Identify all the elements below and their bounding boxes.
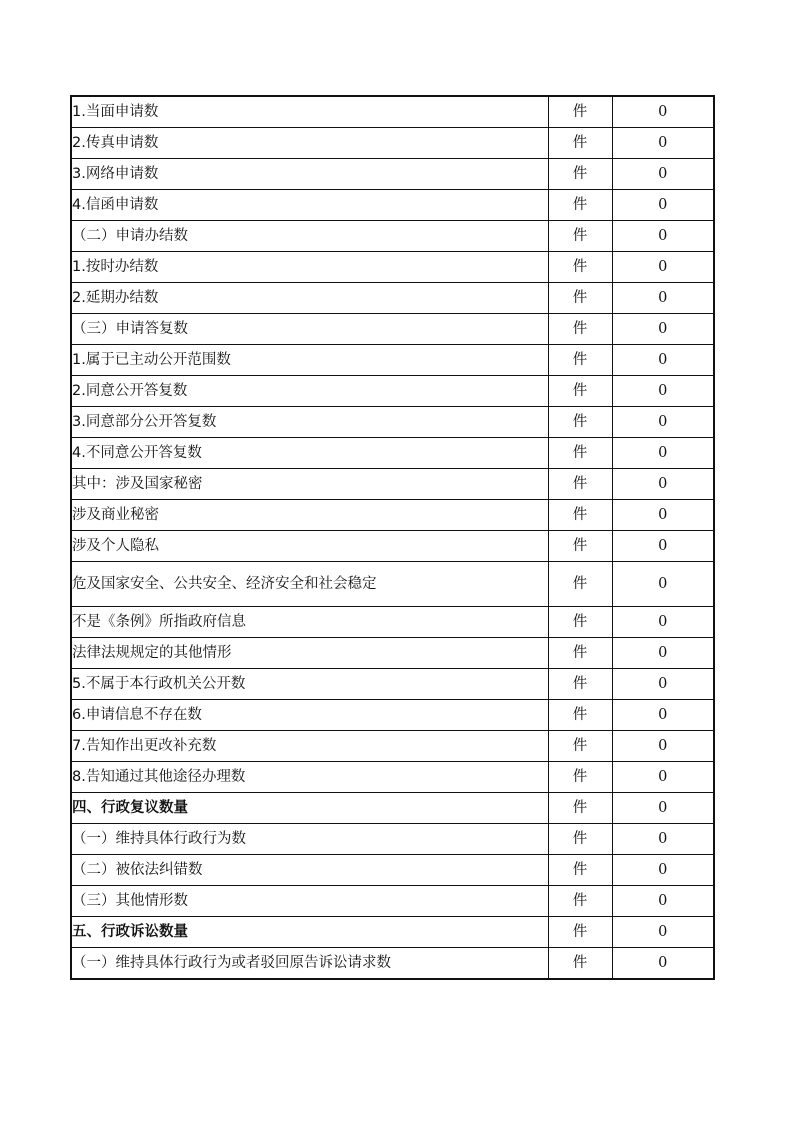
item-cell: [71, 700, 548, 731]
table-row: [71, 438, 714, 469]
item-cell: [71, 855, 548, 886]
item-cell: [71, 607, 548, 638]
item-label: 涉及商业秘密: [72, 507, 159, 523]
unit-cell: 件: [548, 824, 612, 855]
item-label: 四、行政复议数量: [72, 800, 188, 816]
item-cell: [71, 438, 548, 469]
value-cell: 0: [612, 345, 714, 376]
item-cell: [71, 314, 548, 345]
unit-cell: 件: [548, 438, 612, 469]
table-row: [71, 376, 714, 407]
unit-cell: 件: [548, 345, 612, 376]
item-cell: [71, 190, 548, 221]
item-label: 1.属于已主动公开范围数: [72, 352, 231, 368]
item-label: （二）被依法纠错数: [72, 862, 203, 878]
item-cell: [71, 283, 548, 314]
table-row: [71, 824, 714, 855]
unit-cell: 件: [548, 376, 612, 407]
unit-cell: 件: [548, 855, 612, 886]
item-cell: [71, 96, 548, 128]
unit-cell: 件: [548, 314, 612, 345]
table-row: [71, 252, 714, 283]
item-cell: [71, 562, 548, 607]
item-label: （一）维持具体行政行为数: [72, 831, 246, 847]
item-label: 2.传真申请数: [72, 135, 159, 151]
unit-cell: 件: [548, 159, 612, 190]
unit-cell: 件: [548, 96, 612, 128]
item-label: 2.同意公开答复数: [72, 383, 188, 399]
value-cell: 0: [612, 96, 714, 128]
value-cell: 0: [612, 376, 714, 407]
value-cell: 0: [612, 700, 714, 731]
table-row: [71, 314, 714, 345]
value-cell: 0: [612, 438, 714, 469]
table-row: [71, 886, 714, 917]
item-cell: [71, 531, 548, 562]
item-cell: [71, 469, 548, 500]
item-label: 8.告知通过其他途径办理数: [72, 769, 246, 785]
item-label: 4.不同意公开答复数: [72, 445, 202, 461]
table-row: [71, 407, 714, 438]
value-cell: 0: [612, 731, 714, 762]
table-row: [71, 562, 714, 607]
value-cell: 0: [612, 607, 714, 638]
item-cell: [71, 886, 548, 917]
value-cell: 0: [612, 314, 714, 345]
item-label: （三）其他情形数: [72, 893, 188, 909]
item-label: （三）申请答复数: [72, 321, 188, 337]
unit-cell: 件: [548, 283, 612, 314]
table-row: [71, 128, 714, 159]
unit-cell: 件: [548, 762, 612, 793]
table-row: [71, 283, 714, 314]
item-cell: [71, 221, 548, 252]
value-cell: 0: [612, 824, 714, 855]
value-cell: 0: [612, 886, 714, 917]
item-label: 危及国家安全、公共安全、经济安全和社会稳定: [72, 576, 377, 592]
item-cell: [71, 793, 548, 824]
table-row: [71, 762, 714, 793]
item-cell: [71, 500, 548, 531]
item-cell: [71, 345, 548, 376]
table-row: [71, 793, 714, 824]
item-label: 1.当面申请数: [72, 104, 159, 120]
value-cell: 0: [612, 407, 714, 438]
table-row: [71, 190, 714, 221]
value-cell: 0: [612, 793, 714, 824]
item-label: 不是《条例》所指政府信息: [72, 614, 246, 630]
table-row: [71, 531, 714, 562]
table-row: [71, 917, 714, 948]
value-cell: 0: [612, 669, 714, 700]
item-cell: [71, 669, 548, 700]
item-cell: [71, 128, 548, 159]
table-row: [71, 669, 714, 700]
value-cell: 0: [612, 562, 714, 607]
table-row: [71, 638, 714, 669]
unit-cell: 件: [548, 669, 612, 700]
value-cell: 0: [612, 762, 714, 793]
unit-cell: 件: [548, 731, 612, 762]
item-label: 3.同意部分公开答复数: [72, 414, 217, 430]
item-label: 法律法规规定的其他情形: [72, 645, 232, 661]
unit-cell: 件: [548, 886, 612, 917]
table-row: [71, 731, 714, 762]
unit-cell: 件: [548, 500, 612, 531]
item-label: 5.不属于本行政机关公开数: [72, 676, 246, 692]
table-row: [71, 500, 714, 531]
unit-cell: 件: [548, 221, 612, 252]
unit-cell: 件: [548, 562, 612, 607]
table-row: [71, 159, 714, 190]
item-cell: [71, 762, 548, 793]
item-cell: [71, 731, 548, 762]
item-label: 1.按时办结数: [72, 259, 159, 275]
table-row: [71, 607, 714, 638]
item-label: （二）申请办结数: [72, 228, 188, 244]
item-cell: [71, 376, 548, 407]
unit-cell: 件: [548, 948, 612, 980]
unit-cell: 件: [548, 252, 612, 283]
value-cell: 0: [612, 638, 714, 669]
unit-cell: 件: [548, 407, 612, 438]
value-cell: 0: [612, 128, 714, 159]
value-cell: 0: [612, 190, 714, 221]
item-cell: [71, 638, 548, 669]
item-label: 7.告知作出更改补充数: [72, 738, 217, 754]
item-cell: [71, 407, 548, 438]
unit-cell: 件: [548, 638, 612, 669]
unit-cell: 件: [548, 607, 612, 638]
unit-cell: 件: [548, 128, 612, 159]
statistics-table: [70, 95, 715, 980]
table-row: [71, 221, 714, 252]
unit-cell: 件: [548, 917, 612, 948]
table-row: [71, 345, 714, 376]
value-cell: 0: [612, 159, 714, 190]
unit-cell: 件: [548, 469, 612, 500]
value-cell: 0: [612, 855, 714, 886]
value-cell: 0: [612, 531, 714, 562]
item-cell: [71, 824, 548, 855]
value-cell: 0: [612, 221, 714, 252]
value-cell: 0: [612, 252, 714, 283]
item-label: 6.申请信息不存在数: [72, 707, 202, 723]
item-label: 五、行政诉讼数量: [72, 924, 188, 940]
value-cell: 0: [612, 500, 714, 531]
value-cell: 0: [612, 917, 714, 948]
value-cell: 0: [612, 469, 714, 500]
item-cell: [71, 948, 548, 980]
item-cell: [71, 252, 548, 283]
item-label: 其中：涉及国家秘密: [72, 476, 203, 492]
item-label: 涉及个人隐私: [72, 538, 159, 554]
item-label: 2.延期办结数: [72, 290, 159, 306]
statistics-table-body: [71, 96, 714, 979]
unit-cell: 件: [548, 793, 612, 824]
unit-cell: 件: [548, 700, 612, 731]
item-label: （一）维持具体行政行为或者驳回原告诉讼请求数: [72, 955, 391, 971]
item-cell: [71, 159, 548, 190]
item-label: 3.网络申请数: [72, 166, 159, 182]
value-cell: 0: [612, 948, 714, 980]
unit-cell: 件: [548, 531, 612, 562]
table-row: [71, 469, 714, 500]
value-cell: 0: [612, 283, 714, 314]
table-row: [71, 855, 714, 886]
table-row: [71, 948, 714, 980]
item-cell: [71, 917, 548, 948]
item-label: 4.信函申请数: [72, 197, 159, 213]
unit-cell: 件: [548, 190, 612, 221]
table-row: [71, 96, 714, 128]
table-row: [71, 700, 714, 731]
